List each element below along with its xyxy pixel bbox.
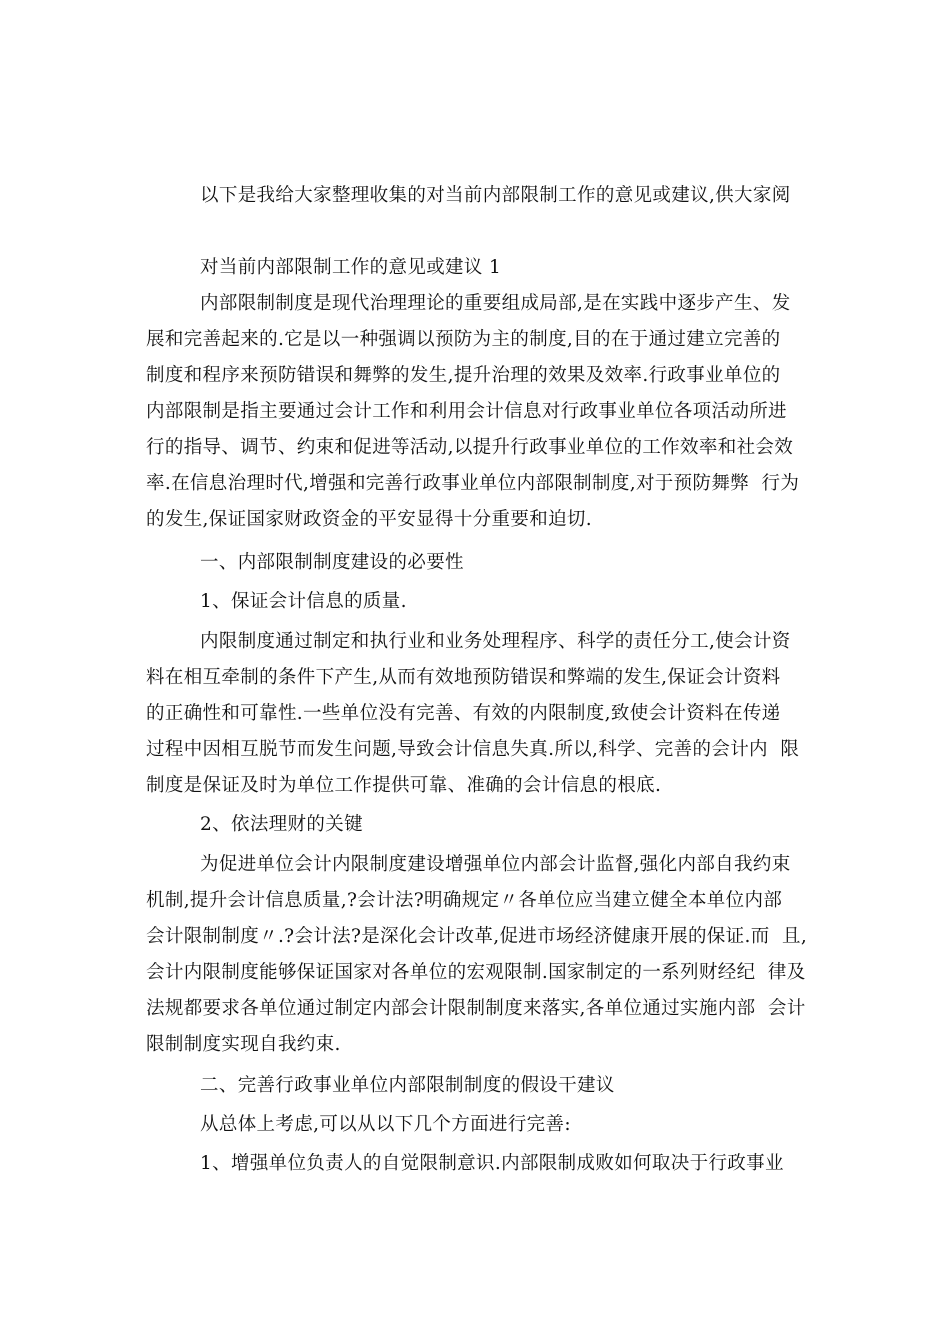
paragraph-4: 从总体上考虑,可以从以下几个方面进行完善: [200, 1114, 571, 1135]
paragraph-2-line-2: 料在相互牵制的条件下产生,从而有效地预防错误和弊端的发生,保证会计资料 [146, 667, 781, 688]
paragraph-2-line-4: 过程中因相互脱节而发生问题,导致会计信息失真.所以,科学、完善的会计内 限 [146, 739, 800, 760]
paragraph-3-line-3: 会计限制制度〃.?会计法?是深化会计改革,促进市场经济健康开展的保证.而 且, [146, 926, 808, 947]
paragraph-3-line-2: 机制,提升会计信息质量,?会计法?明确规定〃各单位应当建立健全本单位内部 [146, 890, 783, 911]
paragraph-2-line-1: 内限制度通过制定和执行业和业务处理程序、科学的责任分工,使会计资 [200, 631, 791, 652]
paragraph-3-line-1: 为促进单位会计内限制度建设增强单位内部会计监督,强化内部自我约束 [200, 854, 791, 875]
paragraph-1-line-3: 制度和程序来预防错误和舞弊的发生,提升治理的效果及效率.行政事业单位的 [146, 365, 781, 386]
intro-text: 以下是我给大家整理收集的对当前内部限制工作的意见或建议,供大家阅 [200, 185, 791, 206]
paragraph-1-line-6: 率.在信息治理时代,增强和完善行政事业单位内部限制制度,对于预防舞弊 行为 [146, 473, 800, 494]
paragraph-5: 1、增强单位负责人的自觉限制意识.内部限制成败如何取决于行政事业 [200, 1153, 784, 1174]
paragraph-3-line-5: 法规都要求各单位通过制定内部会计限制制度来落实,各单位通过实施内部 会计 [146, 998, 806, 1019]
section-heading-2: 二、完善行政事业单位内部限制制度的假设干建议 [200, 1075, 615, 1096]
subheading-1: 1、保证会计信息的质量. [200, 591, 407, 612]
paragraph-3-line-6: 限制制度实现自我约束. [146, 1034, 341, 1055]
paragraph-1-line-4: 内部限制是指主要通过会计工作和利用会计信息对行政事业单位各项活动所进 [146, 401, 787, 422]
subheading-2: 2、依法理财的关键 [200, 814, 363, 835]
paragraph-1-line-2: 展和完善起来的.它是以一种强调以预防为主的制度,目的在于通过建立完善的 [146, 329, 781, 350]
paragraph-2-line-5: 制度是保证及时为单位工作提供可靠、准确的会计信息的根底. [146, 775, 662, 796]
section-heading-1: 一、内部限制制度建设的必要性 [200, 552, 464, 573]
paragraph-1-line-5: 行的指导、调节、约束和促进等活动,以提升行政事业单位的工作效率和社会效 [146, 437, 794, 458]
paragraph-1-line-1: 内部限制制度是现代治理理论的重要组成局部,是在实践中逐步产生、发 [200, 293, 791, 314]
paragraph-2-line-3: 的正确性和可靠性.一些单位没有完善、有效的内限制度,致使会计资料在传递 [146, 703, 781, 724]
paragraph-3-line-4: 会计内限制度能够保证国家对各单位的宏观限制.国家制定的一系列财经纪 律及 [146, 962, 806, 983]
paragraph-1-line-7: 的发生,保证国家财政资金的平安显得十分重要和迫切. [146, 509, 593, 530]
article-heading: 对当前内部限制工作的意见或建议 1 [200, 257, 502, 278]
